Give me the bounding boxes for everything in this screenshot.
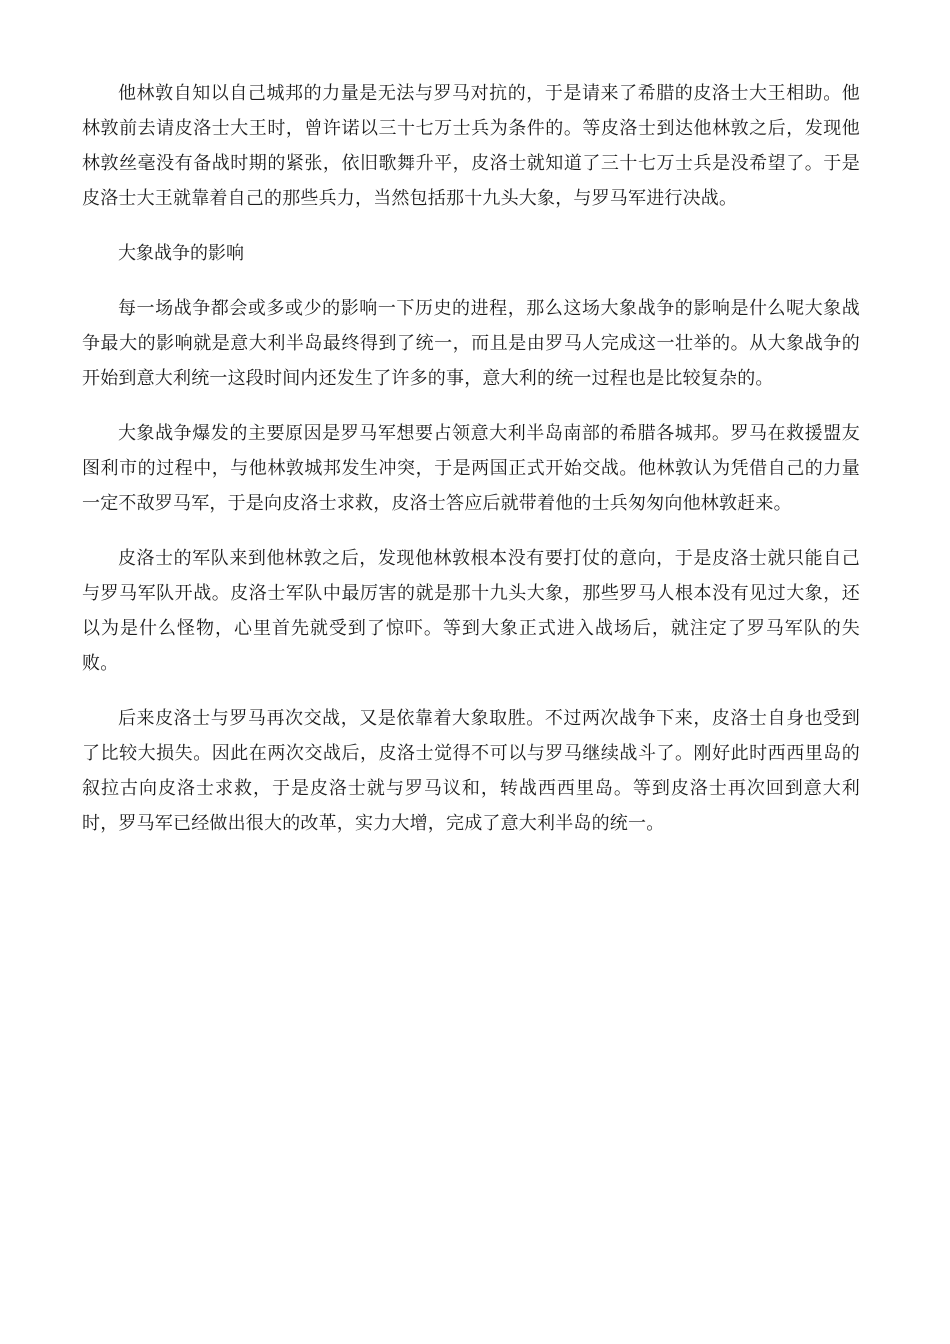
paragraph-first-battle: 皮洛士的军队来到他林敦之后，发现他林敦根本没有要打仗的意向，于是皮洛士就只能自己与罗马军队开战。皮洛士军队中最厉害的就是那十九头大象，那些罗马人根本没有见过大象，还以为是什么怪物，心里首先就受到了惊吓。等到大象正式进入战场后，就注定了罗马军队的失败。 (82, 548, 860, 674)
paragraph-war-impact: 每一场战争都会或多或少的影响一下历史的进程，那么这场大象战争的影响是什么呢大象战争最大的影响就是意大利半岛最终得到了统一，而且是由罗马人完成这一壮举的。从大象战争的开始到意大利统一这段时间内还发生了许多的事，意大利的统一过程也是比较复杂的。 (82, 298, 860, 389)
paragraph-pyrrhus-invited: 他林敦自知以自己城邦的力量是无法与罗马对抗的，于是请来了希腊的皮洛士大王相助。他林敦前去请皮洛士大王时，曾许诺以三十七万士兵为条件的。等皮洛士到达他林敦之后，发现他林敦丝毫没有备战时期的紧张，依旧歌舞升平，皮洛士就知道了三十七万士兵是没希望了。于是皮洛士大王就靠着自己的那些兵力，当然包括那十九头大象，与罗马军进行决战。 (82, 83, 860, 209)
paragraph-aftermath: 后来皮洛士与罗马再次交战，又是依靠着大象取胜。不过两次战争下来，皮洛士自身也受到了比较大损失。因此在两次交战后，皮洛士觉得不可以与罗马继续战斗了。刚好此时西西里岛的叙拉古向皮洛士求救，于是皮洛士就与罗马议和，转战西西里岛。等到皮洛士再次回到意大利时，罗马军已经做出很大的改革，实力大增，完成了意大利半岛的统一。 (82, 708, 860, 834)
section-heading-war-impact: 大象战争的影响 (118, 243, 244, 264)
document-page (82, 76, 860, 861)
paragraph-war-cause: 大象战争爆发的主要原因是罗马军想要占领意大利半岛南部的希腊各城邦。罗马在救援盟友图利市的过程中，与他林敦城邦发生冲突，于是两国正式开始交战。他林敦认为凭借自己的力量一定不敌罗马军，于是向皮洛士求救，皮洛士答应后就带着他的士兵匆匆向他林敦赶来。 (82, 423, 860, 514)
